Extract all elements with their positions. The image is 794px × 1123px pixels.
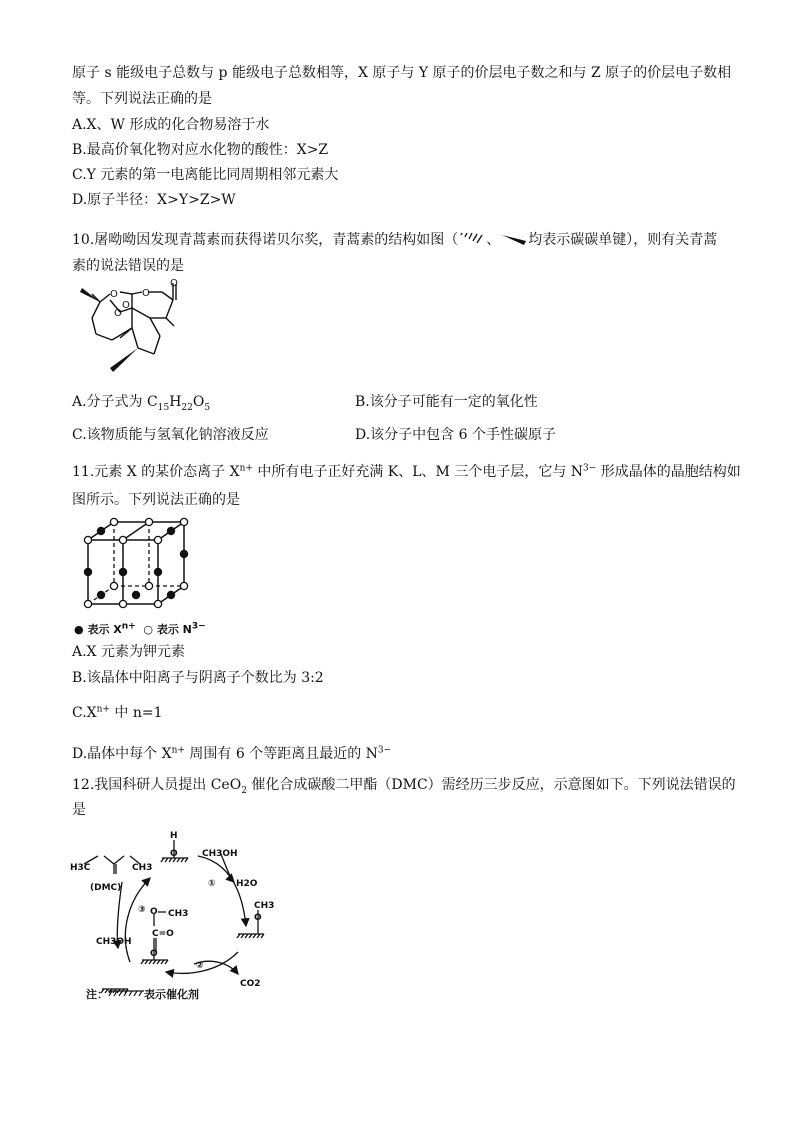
- o-low-label: O: [150, 949, 158, 959]
- q9-stem-line1: 原子 s 能级电子总数与 p 能级电子总数相等，X 原子与 Y 原子的价层电子数之和与 Z 原子的价层电子数相: [72, 65, 732, 81]
- q9-option-b: B.最高价氧化物对应水化物的酸性：X>Z: [72, 142, 329, 158]
- catalyst-hatch-icon: [108, 989, 144, 997]
- step2-label: ②: [196, 961, 204, 971]
- q9-stem-line2: 等。下列说法正确的是: [72, 91, 212, 107]
- q10-option-a: A.分子式为 $C_{15}H_{22}O_5$: [72, 394, 211, 413]
- o-label-3: O: [170, 278, 178, 289]
- o-label-2: O: [142, 288, 150, 299]
- o-top-label: O: [170, 849, 178, 859]
- q9-option-a: A.X、W 形成的化合物易溶于水: [72, 117, 270, 133]
- q10-stem-line1: [72, 230, 717, 250]
- q10-option-c: C.该物质能与氢氧化钠溶液反应: [72, 427, 269, 443]
- hashed-wedge-icon: [458, 232, 486, 246]
- q9-option-c: C.Y 元素的第一电离能比同周期相邻元素大: [72, 167, 339, 183]
- open-circle-icon: ○: [143, 623, 153, 636]
- c-eq-o-label: C=O: [152, 929, 174, 939]
- q10-option-d: D.该分子中包含 6 个手性碳原子: [355, 427, 556, 443]
- o-label-5: O: [122, 300, 130, 311]
- h3c-label: H3C: [70, 863, 91, 873]
- step1-label: ①: [208, 879, 216, 889]
- cycle-note: 注： 表示催化剂: [86, 988, 199, 1001]
- h-label: H: [170, 831, 178, 841]
- solid-wedge-icon: [500, 232, 528, 246]
- q11-option-b: B.该晶体中阳离子与阴离子个数比为 3:2: [72, 670, 324, 686]
- o-label-1: O: [110, 289, 118, 300]
- ch3-right-label: CH3: [254, 901, 275, 911]
- q10-stem-line2: 素的说法错误的是: [72, 258, 184, 274]
- q9-option-d: D.原子半径：X>Y>Z>W: [72, 192, 236, 208]
- q10-stem-part-a: 10.屠呦呦因发现青蒿素而获得诺贝尔奖，青蒿素的结构如图（: [72, 232, 459, 248]
- q10-stem-sep: 、: [486, 232, 501, 248]
- ch3oh-left-label: CH3OH: [96, 937, 132, 947]
- q11-option-a: A.X 元素为钾元素: [72, 644, 185, 660]
- q11-stem-line2: 图所示。下列说法正确的是: [72, 492, 240, 508]
- h2o-label: H2O: [236, 879, 258, 889]
- q11-stem-line1: 11.元素 X 的某价态离子 $X^{n+}$ 中所有电子正好充满 K、L、M 三个电子层，它与 $N^{3-}$ 形成晶体的晶胞结构如: [72, 463, 741, 480]
- o-right-label: O: [254, 913, 262, 923]
- crystal-cell-diagram: [74, 514, 198, 614]
- ch3-mid-label: CH3: [168, 909, 189, 919]
- artemisinin-structure: [70, 278, 200, 380]
- catalytic-cycle-diagram: [70, 826, 280, 1004]
- ch3-dmc-label: CH3: [132, 863, 153, 873]
- q11-option-d: D.晶体中每个 $X^{n+}$ 周围有 6 个等距离且最近的 $N^{3-}$: [72, 745, 392, 762]
- ch3oh-top-label: CH3OH: [202, 849, 238, 859]
- q12-stem-line1: 12.我国科研人员提出 CeO$_2$ 催化合成碳酸二甲酯（DMC）需经历三步反应，示意图如下。下列说法错误的: [72, 777, 736, 796]
- filled-circle-icon: ●: [74, 623, 84, 636]
- crystal-legend: ● 表示 $X^{n+}$ ○ 表示 $N^{3-}$: [74, 621, 206, 636]
- o-mid-label: O: [150, 907, 158, 917]
- co2-label: CO2: [240, 979, 261, 989]
- o-label-4: O: [114, 308, 122, 319]
- dmc-label: (DMC): [90, 883, 122, 893]
- q10-option-b: B.该分子可能有一定的氧化性: [355, 394, 538, 410]
- q10-stem-part-b: 均表示碳碳单键），则有关青蒿: [528, 232, 718, 248]
- q11-option-c: $C.X^{n+}$ 中 n=1: [72, 704, 163, 721]
- q12-stem-line2: 是: [72, 802, 86, 818]
- step3-label: ③: [138, 905, 146, 915]
